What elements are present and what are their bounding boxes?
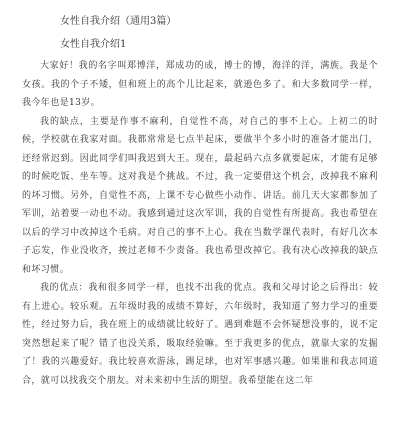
paragraph-shortcomings: 我的缺点，主要是作事不麻利，自觉性不高，对自己的事不上心。上初二的时候，学校就在我家对面。我都常常是七点半起床，要做半个多小时的准备才能出门，还经常迟到。因此同学们叫我迟到大王。现在，最起码六点多就要起床，才能有足够的时候吃饭、坐车等。这对我是个挑战。不过，我一定要借这个机会，改掉我不麻利的坏习惯。另外，自觉性不高，上课不专心做些小动作、讲话。前几天大家都参加了军训，站着要一动也不动。我感到通过这次军训，我的自觉性有所提高。我也希望在以后的学习中改掉这个毛病。对自己的事不上心。我在当数学课代表时，有好几次本子忘发，作业没收齐，挨过老师不少责备。我也希望改掉它。我有决心改掉我的缺点和坏习惯。 [22,116,378,275]
paragraph-introduction: 大家好！我的名字叫郑博洋，郑成功的成，博士的博，海洋的洋，满族。我是个女孩。我的个子不矮，但和班上的高个儿比起来，就逊色多了。和大多数同学一样，我今年也是13岁。 [22,61,378,108]
document-title: 女性自我介绍（通用3篇） [60,16,177,27]
section-title: 女性自我介绍1 [60,39,127,50]
paragraph-strengths: 我的优点：我和很多同学一样，也找不出我的优点。我和父母讨论之后得出：较有上进心。较乐观。五年级时我的成绩不算好，六年级时，我知道了努力学习的重要性，经过努力后，我在班上的成绩就比较好了。遇到难题不会怀疑想没事的，说不定突然想起来了呢？错了也没关系，吸取经验嘛。至于我更多的优点，就靠大家的发掘了！我的兴趣爱好。我比较喜欢游泳，踢足球，也对军事感兴趣。如果谁和我志同道合，就可以找我交个朋友。对未来初中生活的期望。我希望能在这二年 [22,283,378,386]
